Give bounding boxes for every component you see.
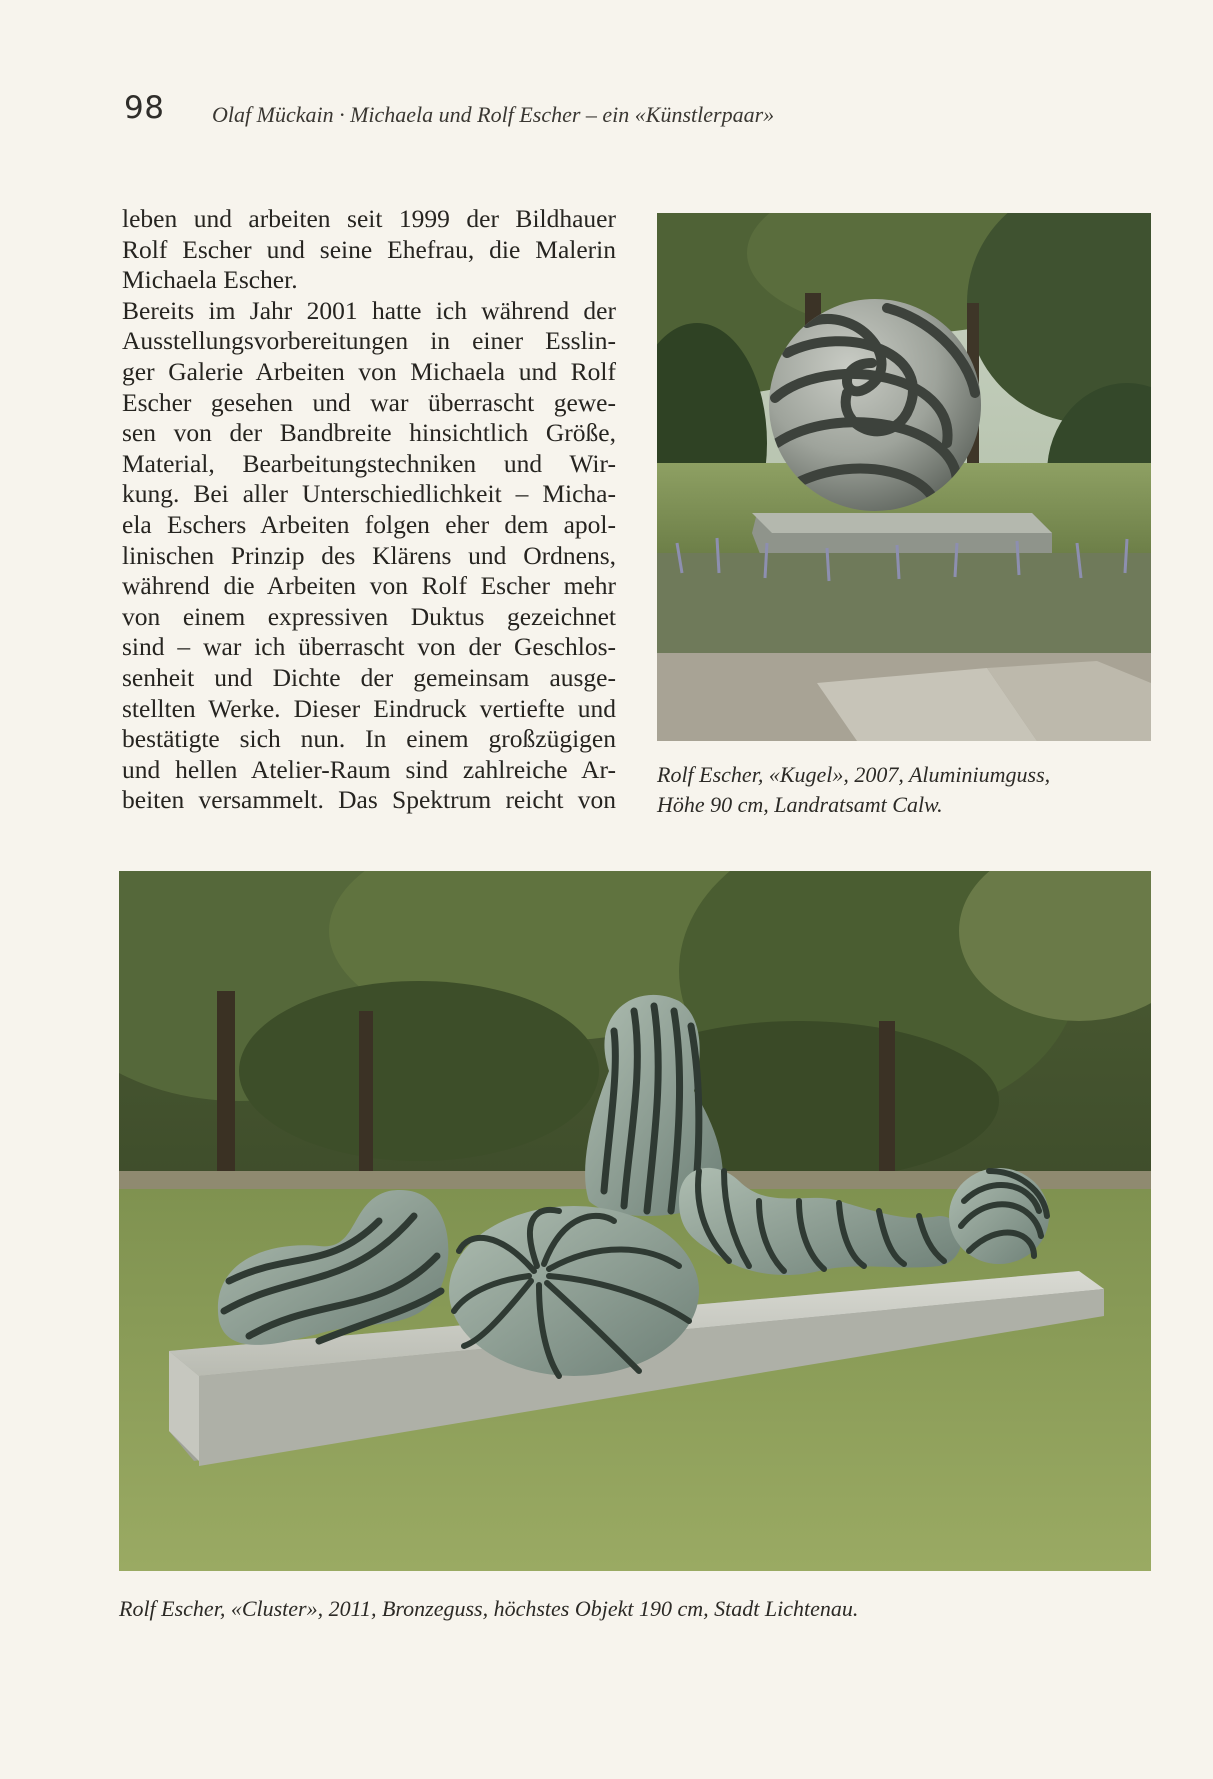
caption-cluster: Rolf Escher, «Cluster», 2011, Bronzeguss, höchstes Objekt 190 cm, Stadt Lichtenau.	[119, 1596, 859, 1621]
running-head: Olaf Mückain · Michaela und Rolf Escher – ein «Künstlerpaar»	[212, 102, 775, 127]
body-line: während die Arbeiten von Rolf Escher mehr	[122, 571, 616, 601]
body-line: ela Eschers Arbeiten folgen eher dem apol-	[122, 509, 616, 539]
body-line: leben und arbeiten seit 1999 der Bildhauer	[122, 204, 616, 233]
body-line: Rolf Escher und seine Ehefrau, die Malerin	[122, 234, 616, 264]
photo-cluster-sculpture	[119, 871, 1151, 1571]
body-line: beiten versammelt. Das Spektrum reicht von	[122, 785, 616, 815]
body-line: Escher gesehen und war überrascht gewe-	[122, 387, 616, 417]
page-number: 98	[124, 90, 165, 126]
photo-cluster-illustration	[119, 871, 1151, 1571]
body-line: ger Galerie Arbeiten von Michaela und Rolf	[122, 356, 616, 386]
body-line: sind – war ich überrascht von der Geschlos-	[122, 632, 616, 662]
body-line: Material, Bearbeitungstechniken und Wir-	[122, 448, 616, 478]
body-line: stellten Werke. Dieser Eindruck vertiefte und	[122, 693, 616, 723]
body-line: kung. Bei aller Unterschiedlichkeit – Micha-	[122, 479, 616, 509]
body-line: von einem expressiven Duktus gezeichnet	[122, 601, 616, 631]
body-line: sen von der Bandbreite hinsichtlich Größe,	[122, 418, 616, 448]
body-line: linischen Prinzip des Klärens und Ordnens,	[122, 540, 616, 570]
body-line: senheit und Dichte der gemeinsam ausge-	[122, 662, 616, 692]
body-line: Michaela Escher.	[122, 265, 298, 295]
photo-kugel-sculpture	[657, 213, 1151, 741]
body-line: Ausstellungsvorbereitungen in einer Esslin-	[122, 326, 616, 356]
caption-kugel	[657, 760, 1151, 820]
body-line: Bereits im Jahr 2001 hatte ich während der	[122, 295, 616, 325]
body-text-column	[122, 204, 616, 816]
photo-kugel-illustration	[657, 213, 1151, 741]
body-line: und hellen Atelier-Raum sind zahlreiche Ar-	[122, 754, 616, 784]
caption-kugel-line2: Höhe 90 cm, Landratsamt Calw.	[657, 792, 943, 817]
body-line: bestätigte sich nun. In einem großzügigen	[122, 724, 616, 754]
caption-kugel-line1: Rolf Escher, «Kugel», 2007, Aluminiumguss,	[657, 762, 1051, 787]
